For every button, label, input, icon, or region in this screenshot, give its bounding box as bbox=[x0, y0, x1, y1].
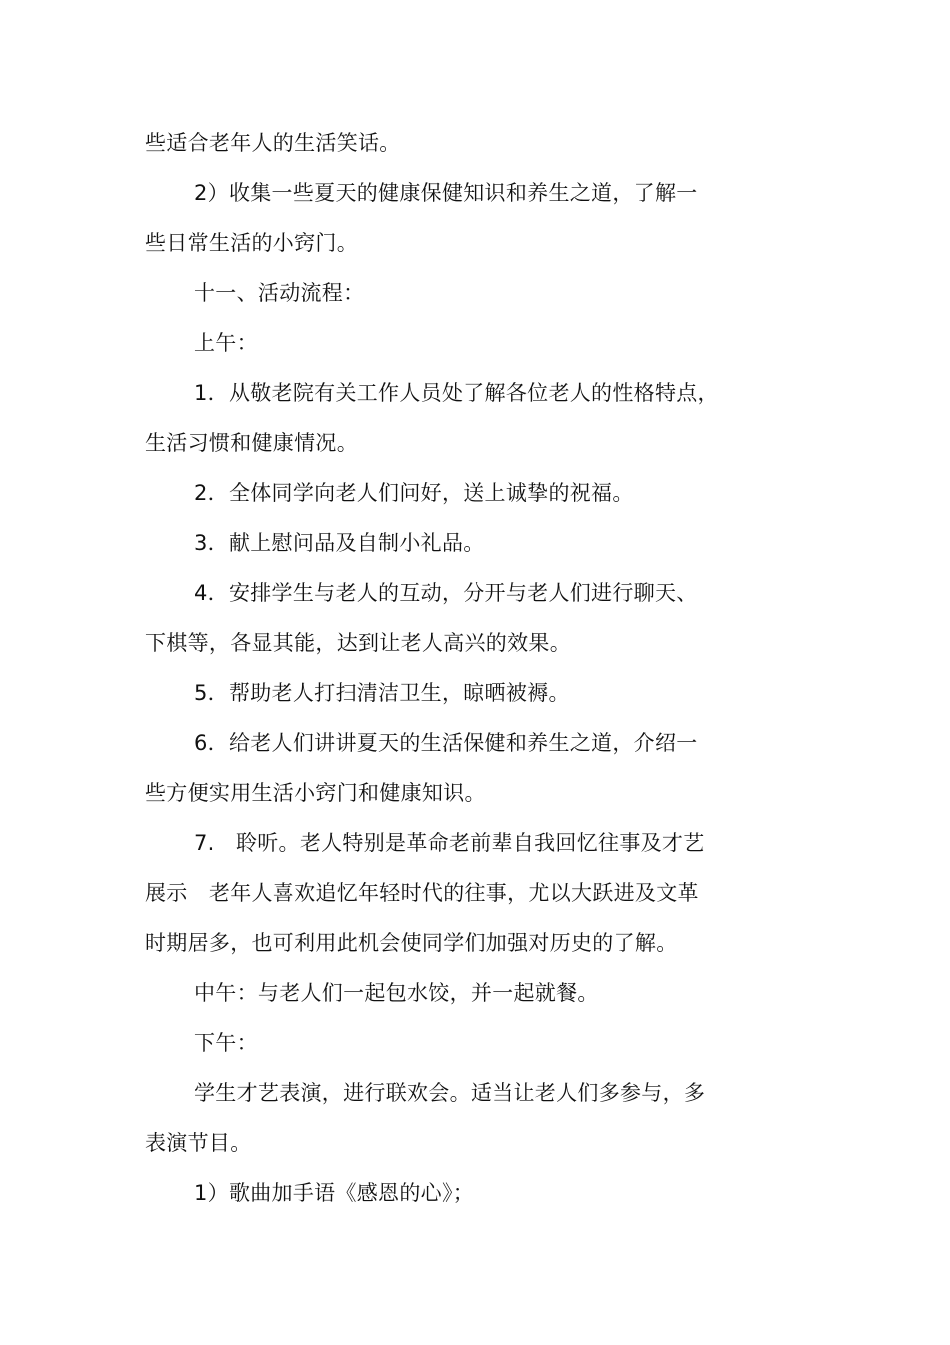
text-line: 生活习惯和健康情况。 bbox=[145, 431, 358, 455]
text-line: 4．安排学生与老人的互动，分开与老人们进行聊天、 bbox=[194, 581, 698, 605]
text-line: 1．从敬老院有关工作人员处了解各位老人的性格特点， bbox=[194, 381, 719, 405]
text-line: 5．帮助老人打扫清洁卫生，晾晒被褥。 bbox=[194, 681, 570, 705]
subheading-noon: 中午：与老人们一起包水饺，并一起就餐。 bbox=[194, 981, 599, 1005]
section-heading: 十一、活动流程： bbox=[194, 281, 365, 305]
text-line: 些适合老年人的生活笑话。 bbox=[145, 131, 401, 155]
text-line: 展示 老年人喜欢追忆年轻时代的往事，尤以大跃进及文革 bbox=[145, 881, 699, 905]
text-line: 时期居多，也可利用此机会使同学们加强对历史的了解。 bbox=[145, 931, 678, 955]
text-line: 7. 聆听。老人特别是革命老前辈自我回忆往事及才艺 bbox=[194, 831, 705, 855]
text-line: 3．献上慰问品及自制小礼品。 bbox=[194, 531, 485, 555]
subheading-morning: 上午： bbox=[194, 331, 258, 355]
subheading-afternoon: 下午： bbox=[194, 1031, 258, 1055]
text-line: 6．给老人们讲讲夏天的生活保健和养生之道，介绍一 bbox=[194, 731, 698, 755]
text-line: 2．全体同学向老人们问好，送上诚挚的祝福。 bbox=[194, 481, 634, 505]
text-line: 学生才艺表演，进行联欢会。适当让老人们多参与，多 bbox=[194, 1081, 706, 1105]
text-line: 2）收集一些夏天的健康保健知识和养生之道，了解一 bbox=[194, 181, 698, 205]
text-line: 1）歌曲加手语《感恩的心》； bbox=[194, 1181, 475, 1205]
text-line: 些方便实用生活小窍门和健康知识。 bbox=[145, 781, 486, 805]
text-line: 下棋等，各显其能，达到让老人高兴的效果。 bbox=[145, 631, 571, 655]
text-line: 些日常生活的小窍门。 bbox=[145, 231, 358, 255]
document-body bbox=[145, 118, 755, 1218]
text-line: 表演节目。 bbox=[145, 1131, 252, 1155]
